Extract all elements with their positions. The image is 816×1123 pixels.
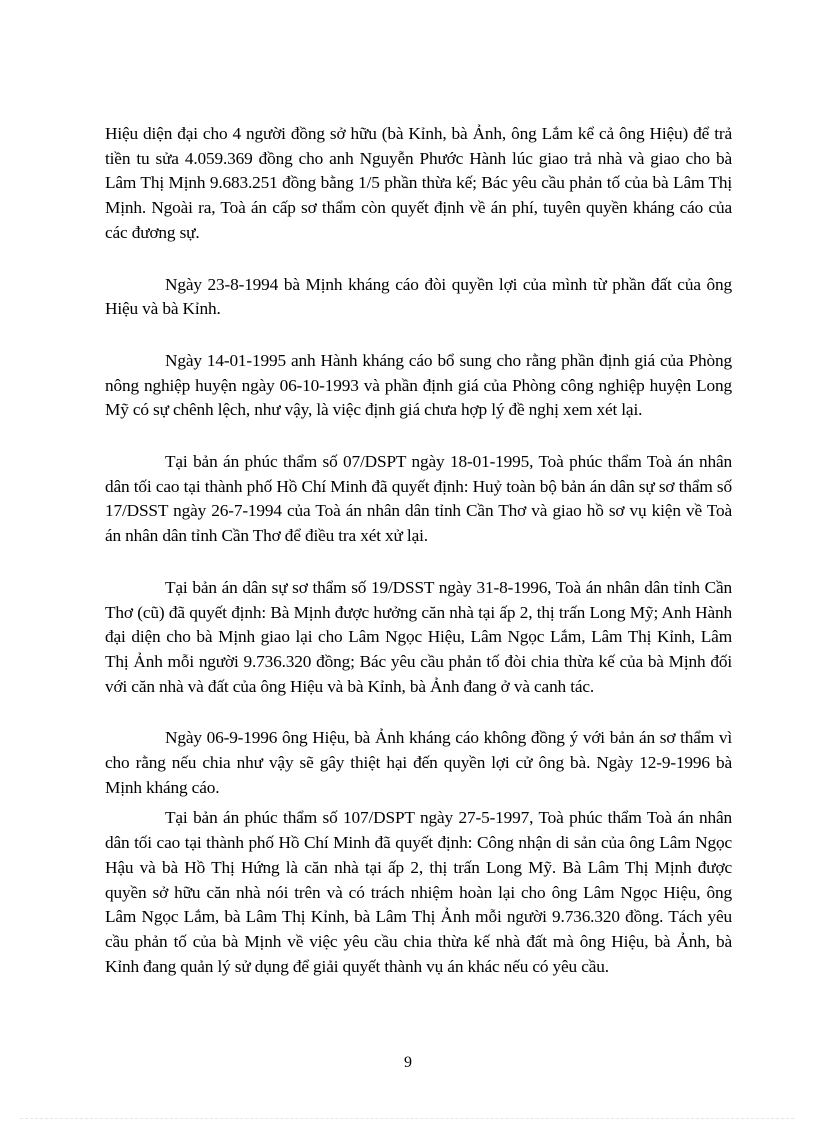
paragraph-first-instance-judgment-19: Tại bản án dân sự sơ thẩm số 19/DSST ngày 31-8-1996, Toà án nhân dân tỉnh Cần Thơ (cũ) đã quyết định: Bà Mịnh được hưởng căn nhà tại ấp 2, thị trấn Long Mỹ; Anh Hành đại diện cho bà Mịnh giao lại cho Lâm Ngọc Hiệu, Lâm Ngọc Lắm, Lâm Thị Kỉnh, Lâm Thị Ảnh mỗi người 9.736.320 đồng; Bác yêu cầu phản tố đòi chia thừa kế của bà Mịnh đối với căn nhà và đất của ông Hiệu và bà Kỉnh, bà Ảnh đang ở và canh tác. xyxy=(105,577,732,696)
page-bottom-divider xyxy=(20,1118,794,1119)
paragraph-appellate-judgment-107: Tại bản án phúc thẩm số 107/DSPT ngày 27-5-1997, Toà phúc thẩm Toà án nhân dân tối cao tại thành phố Hồ Chí Minh đã quyết định: Công nhận di sản của ông Lâm Ngọc Hậu và bà Hồ Thị Hứng là căn nhà tại ấp 2, thị trấn Long Mỹ. Bà Lâm Thị Mịnh được quyền sở hữu căn nhà nói trên và có trách nhiệm hoàn lại cho ông Lâm Ngọc Hiệu, ông Lâm Ngọc Lắm, bà Lâm Thị Kỉnh, bà Lâm Thị Ảnh mỗi người 9.736.320 đồng. Tách yêu cầu phản tố của bà Mịnh về việc yêu cầu chia thừa kế nhà đất mà ông Hiệu, bà Ảnh, bà Kỉnh đang quản lý sử dụng để giải quyết thành vụ án khác nếu có yêu cầu. xyxy=(105,808,732,976)
paragraph-appeal-minh: Ngày 23-8-1994 bà Mịnh kháng cáo đòi quyền lợi của mình từ phần đất của ông Hiệu và bà Kỉnh. xyxy=(105,274,732,319)
page-number: 9 xyxy=(404,1054,412,1071)
document-body xyxy=(105,122,732,979)
paragraph-appellate-judgment-07: Tại bản án phúc thẩm số 07/DSPT ngày 18-01-1995, Toà phúc thẩm Toà án nhân dân tối cao tại thành phố Hồ Chí Minh đã quyết định: Huỷ toàn bộ bản án dân sự sơ thẩm số 17/DSST ngày 26-7-1994 của Toà án nhân dân tỉnh Cần Thơ và giao hồ sơ vụ kiện về Toà án nhân dân tỉnh Cần Thơ để điều tra xét xử lại. xyxy=(105,452,732,546)
paragraph-appeal-hieu-anh: Ngày 06-9-1996 ông Hiệu, bà Ảnh kháng cáo không đồng ý với bản án sơ thẩm vì cho rằng nếu chia như vậy sẽ gây thiệt hại đến quyền lợi cử ông bà. Ngày 12-9-1996 bà Mịnh kháng cáo. xyxy=(105,728,732,797)
paragraph-continuation: Hiệu diện đại cho 4 người đồng sở hữu (bà Kỉnh, bà Ảnh, ông Lắm kể cả ông Hiệu) để trả tiền tu sửa 4.059.369 đồng cho anh Nguyễn Phước Hành lúc giao trả nhà và giao cho bà Lâm Thị Mịnh 9.683.251 đồng bằng 1/5 phần thừa kế; Bác yêu cầu phản tố của bà Lâm Thị Mịnh. Ngoài ra, Toà án cấp sơ thẩm còn quyết định về án phí, tuyên quyền kháng cáo của các đương sự. xyxy=(105,124,732,242)
paragraph-appeal-hanh: Ngày 14-01-1995 anh Hành kháng cáo bổ sung cho rằng phần định giá của Phòng nông nghiệp huyện ngày 06-10-1993 và phần định giá của Phòng công nghiệp huyện Long Mỹ có sự chênh lệch, như vậy, là việc định giá chưa hợp lý đề nghị xem xét lại. xyxy=(105,350,732,420)
